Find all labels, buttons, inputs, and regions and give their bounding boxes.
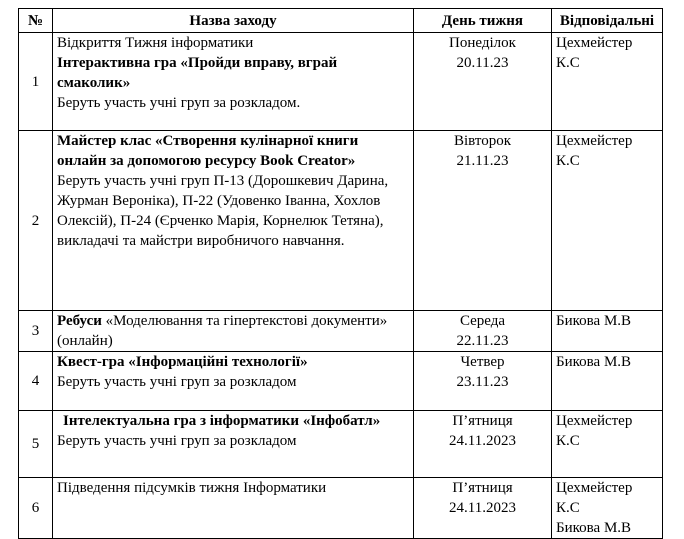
day-name: Понеділок [449, 35, 516, 51]
header-day: День тижня [414, 9, 552, 33]
event-cell [53, 311, 414, 352]
header-num: № [19, 9, 53, 33]
event-cell [53, 33, 414, 131]
event-line: Відкриття Тижня інформатики [57, 35, 254, 51]
day-date: 24.11.2023 [449, 433, 516, 449]
event-line: Беруть участь учні груп за розкладом [57, 433, 297, 449]
event-cell [53, 131, 414, 311]
day-cell [414, 411, 552, 478]
table-row [19, 311, 663, 352]
responsible-name: Цехмейстер К.С [556, 133, 633, 169]
day-name: П’ятниця [452, 480, 513, 496]
day-name: Вівторок [453, 133, 512, 149]
table-row [19, 33, 663, 131]
day-cell [414, 33, 552, 131]
responsible-name: Бикова М.В [556, 313, 632, 329]
responsible-cell [552, 131, 663, 311]
day-date: 24.11.2023 [449, 500, 516, 516]
event-line: Квест-гра «Інформаційні технології» [57, 354, 308, 370]
table-row [19, 352, 663, 411]
responsible-cell [552, 33, 663, 131]
event-line [57, 311, 409, 351]
event-cell [53, 411, 414, 478]
responsible-cell [552, 478, 663, 539]
row-number: 2 [19, 131, 53, 311]
responsible-name: Цехмейстер К.С [556, 480, 633, 516]
event-line: Майстер клас «Створення кулінарної книги онлайн за допомогою ресурсу Book Creator» [57, 133, 359, 169]
row-number: 5 [19, 411, 53, 478]
day-date: 22.11.23 [456, 333, 509, 349]
row-number: 1 [19, 33, 53, 131]
event-line: Беруть участь учні груп П-13 (Дорошкевич Дарина, Журман Вероніка), П-22 (Удовенко Іванна, Хохлов Олексій), П-24 (Єрченко Марія, Корнелюк Тетяна), викладачі та майстри виробничого навчання. [57, 173, 389, 249]
day-date: 20.11.23 [456, 55, 509, 71]
row-number: 6 [19, 478, 53, 539]
responsible-name: Бикова М.В [556, 354, 632, 370]
responsible-cell [552, 352, 663, 411]
responsible-name: Цехмейстер К.С [556, 35, 633, 71]
table-row [19, 131, 663, 311]
day-cell [414, 131, 552, 311]
responsible-name: Цехмейстер К.С [556, 413, 633, 449]
header-event: Назва заходу [53, 9, 414, 33]
event-line: Беруть участь учні груп за розкладом [57, 374, 297, 390]
row-number: 4 [19, 352, 53, 411]
event-title-bold: Ребуси [57, 313, 102, 329]
event-line: Підведення підсумків тижня Інформатики [57, 480, 327, 496]
day-name: Середа [459, 313, 506, 329]
event-cell [53, 352, 414, 411]
event-line: Беруть участь учні груп за розкладом. [57, 95, 301, 111]
responsible-name: Бикова М.В [556, 520, 632, 536]
event-line: Інтелектуальна гра з інформатики «Інфобатл» [63, 413, 381, 429]
table-row [19, 478, 663, 539]
table-row [19, 411, 663, 478]
responsible-cell [552, 411, 663, 478]
day-date: 21.11.23 [456, 153, 509, 169]
responsible-cell [552, 311, 663, 352]
day-cell [414, 311, 552, 352]
day-cell [414, 478, 552, 539]
event-line: Інтерактивна гра «Пройди вправу, вграй смаколик» [57, 55, 338, 91]
event-title-rest: «Моделювання та гіпертекстові документи» (онлайн) [57, 313, 388, 349]
day-date: 23.11.23 [456, 374, 509, 390]
header-responsible: Відповідальні [552, 9, 663, 33]
header-row [19, 9, 663, 33]
schedule-table [18, 8, 663, 539]
day-cell [414, 352, 552, 411]
event-cell [53, 478, 414, 539]
day-name: П’ятниця [452, 413, 513, 429]
row-number: 3 [19, 311, 53, 352]
day-name: Четвер [460, 354, 505, 370]
